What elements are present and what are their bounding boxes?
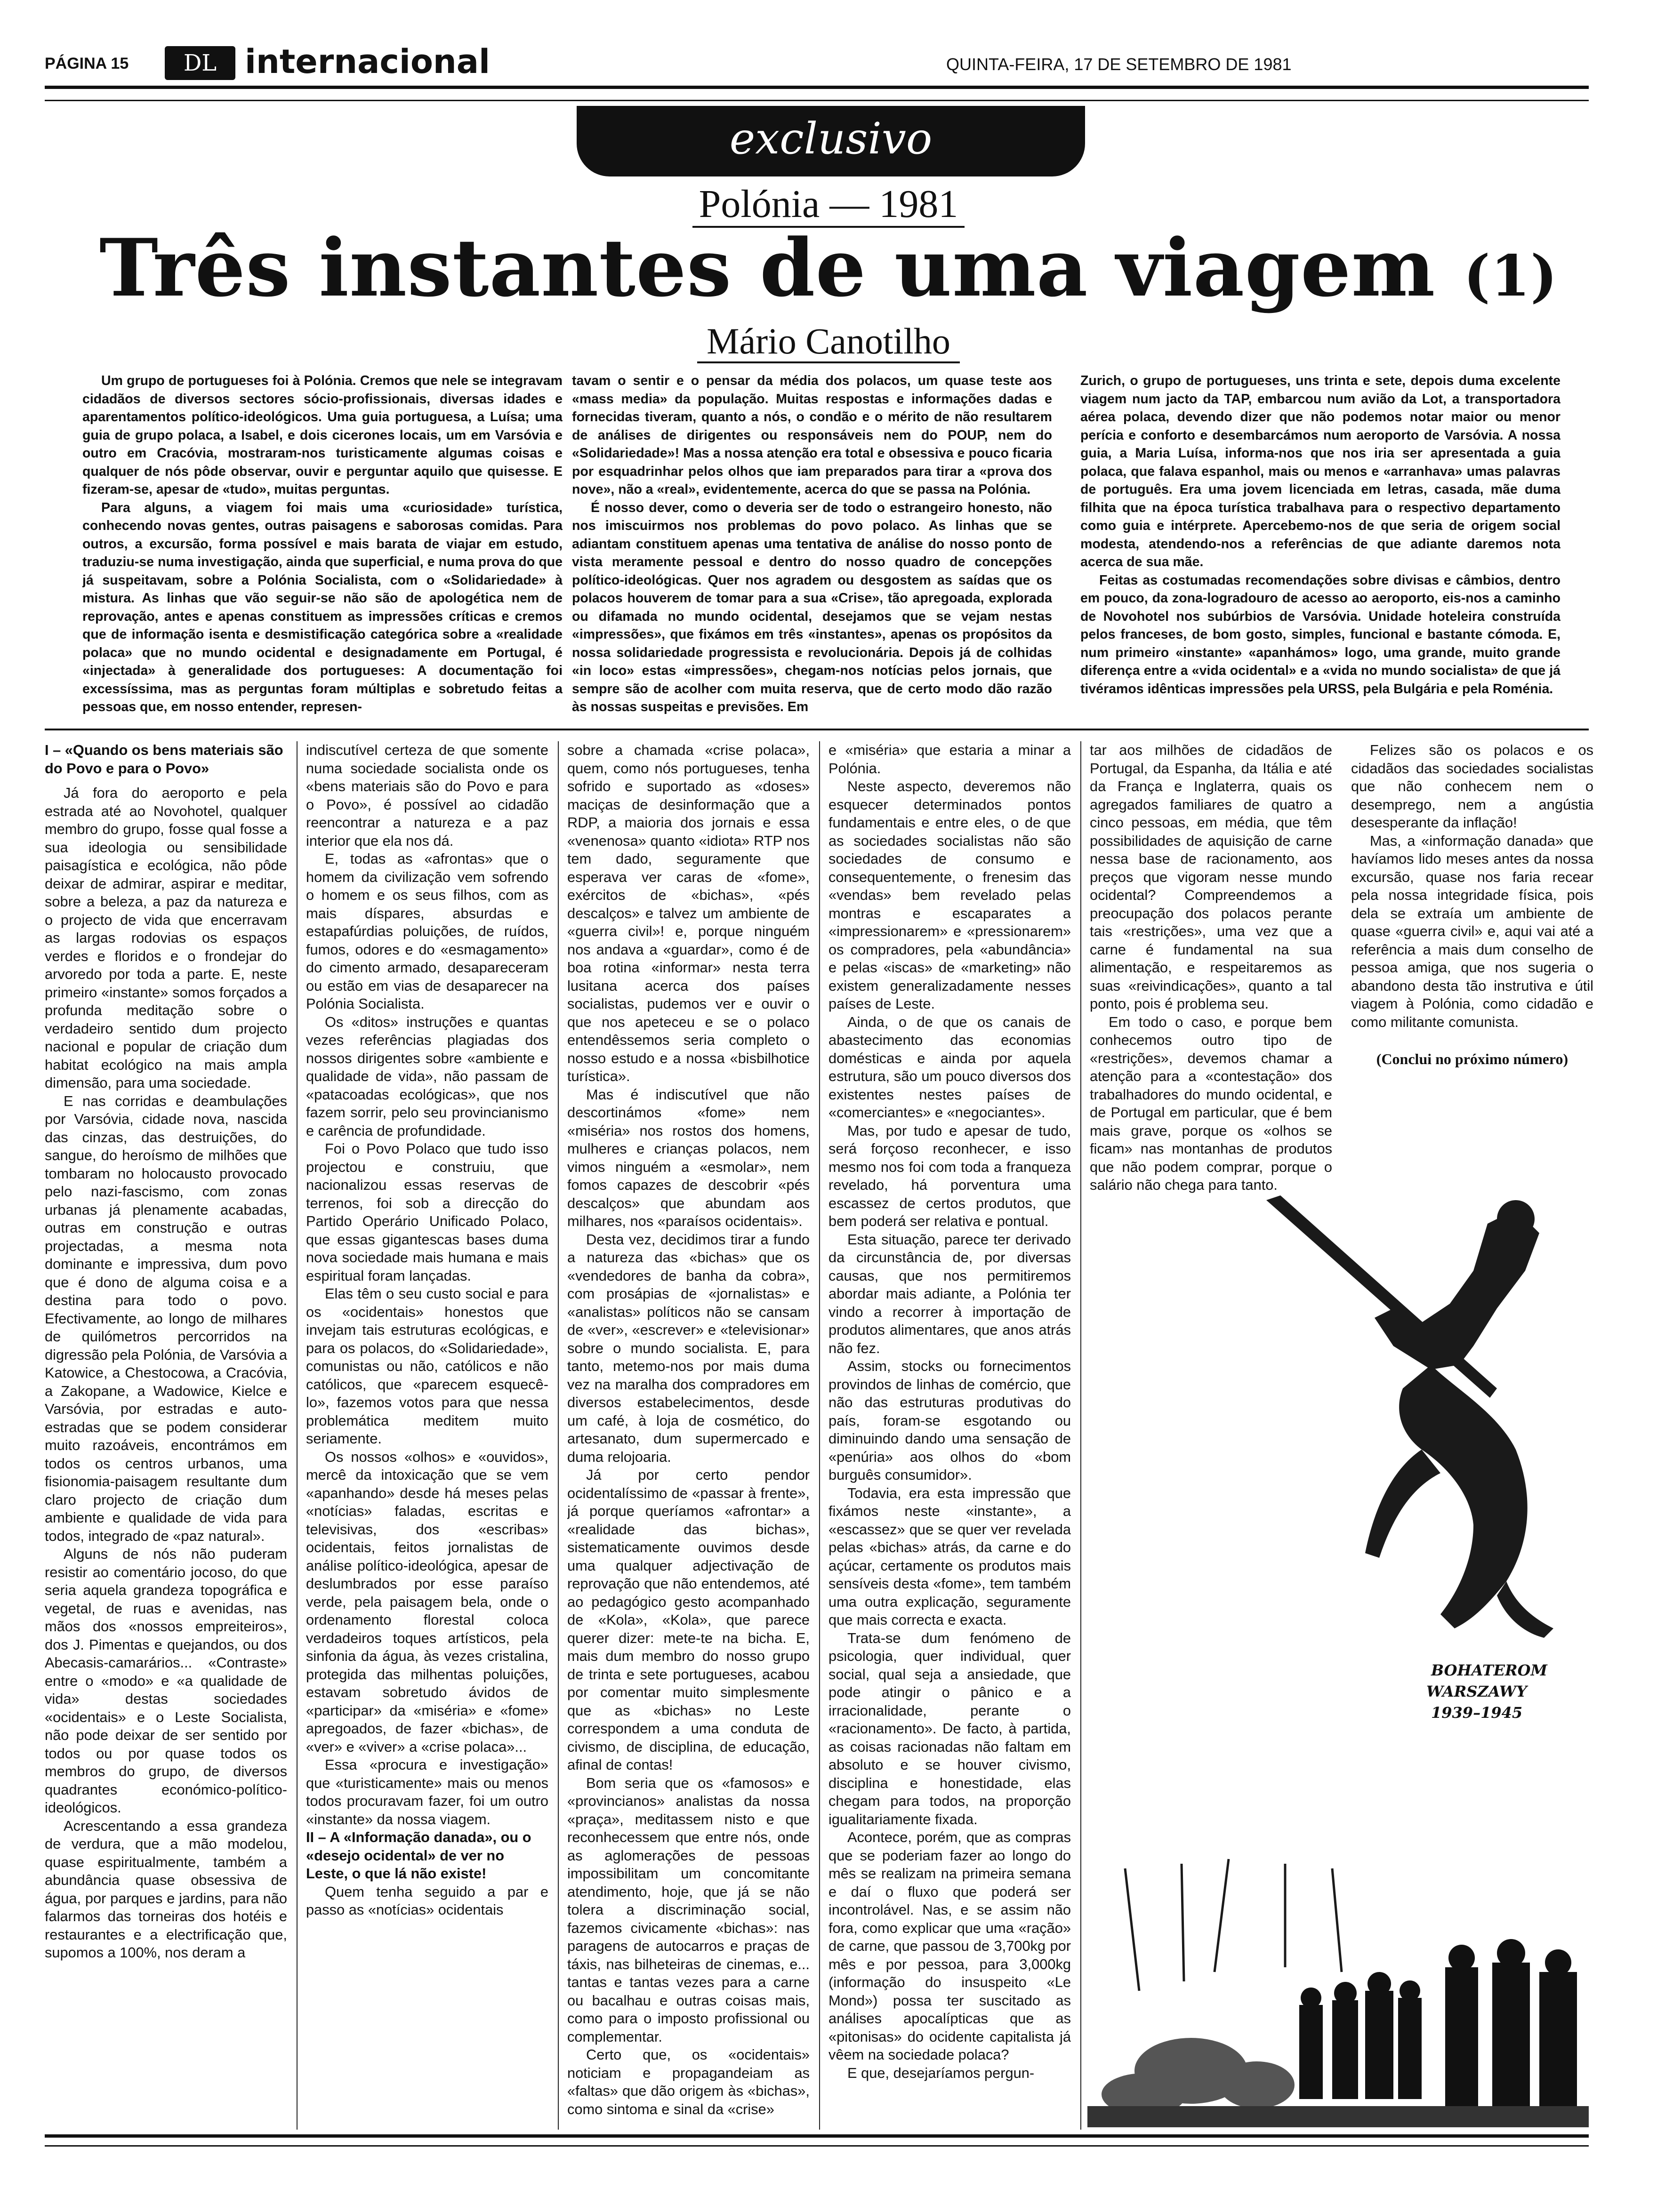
body-paragraph: Em todo o caso, e porque bem conhecemos outro tipo de «restrições», devemos chamar a atenção para a «contestação» dos trabalhadores do mundo ocidental, e de Portugal em particular, que é bem mais grave, porque os «olhos se ficam» nas montanhas de produtos que não podem comprar, porque o salário não chega para tanto. (1090, 1013, 1332, 1193)
body-paragraph: Alguns de nós não puderam resistir ao comentário jocoso, do que seria aquela grandeza topográfica e vegetal, de ruas e avenidas, nas mãos dos «nossos empreiteiros», dos J. Pimentas e quejandos, ou dos Abecasis-camarários... «Contraste» entre o «modo» e «a qualidade de vida» destas sociedades «ocidentais» e o Leste Socialista, não pode deixar de ser sentido por todos ou por quase todos os membros do grupo, de diversos quadrantes económico-político-ideológicos. (45, 1546, 287, 1816)
exclusive-tab: exclusivo (577, 106, 1085, 176)
lead-column-2 (572, 372, 1052, 729)
footer-rule-thin (45, 2145, 1589, 2147)
caption-line-2: WARSZAWY (1426, 1683, 1527, 1700)
headline (0, 221, 1657, 314)
body-paragraph: Acrescentando a essa grandeza de verdura, que a mão modelou, quase espiritualmente, também a abundância quase obsessiva de água, por parques e jardins, para não falarmos das torneiras dos hotéis e restaurantes e a electrificação que, supomos a 100%, nos deram a (45, 1817, 287, 1961)
body-column-1 (45, 741, 287, 2130)
body-paragraph: Neste aspecto, deveremos não esquecer determinados pontos fundamentais e entre eles, o de que as sociedades socialistas não são sociedades de consumo e consequentemente, o frenesim das «vendas» bem revelado pelas montras e escaparates a «impressionarem» e «pressionarem» os compradores, pela «abundância» e pelas «iscas» de «marketing» não existem generalizadamente nesses países de Leste. (828, 778, 1071, 1012)
body-paragraph: Acontece, porém, que as compras que se poderiam fazer ao longo do mês se realizam na primeira semana e daí o fluxo que poderá ser incontrolável. Nas, e se assim não fora, como explicar que uma «ração» de carne, que passou de 3,700kg por mês e por pessoa, para 3,000kg (informação do insuspeito «Le Mond») possa ter suscitado as análises apocalípticas que as «pitonisas» do ocidente capitalista já vêem na sociedade polaca? (828, 1829, 1071, 2063)
masthead (45, 42, 1589, 81)
column-rule (558, 741, 559, 2130)
caption-line-1: BOHATEROM (1431, 1661, 1547, 1679)
warsaw-monument-photo (1252, 1167, 1582, 1779)
header-rule-thin (45, 100, 1589, 101)
column-rule (297, 741, 298, 2130)
body-paragraph: Quem tenha seguido a par e passo as «notícias» ocidentais (306, 1883, 548, 1918)
body-paragraph: Já fora do aeroporto e pela estrada até ao Novohotel, qualquer membro do grupo, fosse qual fosse a sua ideologia ou sensibilidade paisagística e ecológica, não pôde deixar de admirar, aspirar e meditar, sobre a beleza, a paz da natureza e o projecto de vida que encerravam as largas rodovias os espaços verdes e floridos e o frondejar do arvoredo por toda a parte. E, neste primeiro «instante» somos forçados a profunda meditação sobre o verdadeiro sentido dum projecto nacional e popular de criação dum habitat ecológico na mais ampla dimensão, para uma sociedade. (45, 785, 287, 1091)
body-paragraph: Certo que, os «ocidentais» noticiam e propagandeiam as «faltas» que dão origem às «bichas», como sintoma e sinal da «crise» (567, 2046, 810, 2117)
body-paragraph: Mas é indiscutível que não descortinámos «fome» nem «miséria» nos rostos dos homens, mulheres e crianças polacos, nem vimos ninguém a «esmolar», nem fomos capazes de descobrir «pés descalços» que abundam aos milhares, nos «paraísos ocidentais». (567, 1086, 810, 1229)
body-paragraph: Desta vez, decidimos tirar a fundo a natureza das «bichas» que os «vendedores de banha da cobra», com prosápias de «jornalistas» e «analistas» políticos não se cansam de «ver», «escrever» e «televisionar» sobre o mundo socialista. E, para tanto, metemo-nos por mais duma vez na maralha dos compradores em diversos estabelecimentos, desde um café, à loja de cosmético, do artesanato, dum supermercado e duma relojoaria. (567, 1231, 810, 1465)
lead-column-1 (82, 372, 563, 729)
photo-ground (1087, 2106, 1589, 2127)
column-rule (819, 741, 820, 2130)
body-paragraph: Bom seria que os «famosos» e «provincianos» analistas da nossa «praça», meditassem nisto e que reconhecessem que entre nós, onde as aglomerações de pessoas impossibilitam um concomitante atendimento, hoje, que já se não tolera a discriminação social, fazemos civicamente «bichas»: nas paragens de autocarros e praças de táxis, nas bilheteiras de cinemas, e... tantas e tantas vezes para a carne ou bacalhau e outras coisas mais, como para o imposto profissional ou complementar. (567, 1774, 810, 2045)
footer-rule-thick (45, 2134, 1589, 2138)
body-column-6 (1351, 741, 1593, 1212)
lead-paragraph: tavam o sentir e o pensar da média dos polacos, um quase teste aos «mass media» da população. Muitas respostas e informações dadas e fornecidas tiveram, quanto a nós, o condão e o mérito de não resultarem de análises de dirigentes ou responsáveis nem do POUP, nem do «Solidariedade»! Mas a nossa atenção era total e obsessiva e pouco ficaria por esquadrinhar pelos olhos que iam preparados para tirar a «prova dos nove», não a «real», evidentemente, acerca do que se passa na Polónia. (572, 373, 1052, 497)
subheading: I – «Quando os bens materiais são do Povo e para o Povo» (45, 742, 283, 777)
body-paragraph: Esta situação, parece ter derivado da circunstância de, por diversas causas, que nos permitiremos abordar mais adiante, a Polónia ter vindo a recorrer à importação de produtos alimentares, que anos atrás não fez. (828, 1231, 1071, 1356)
lead-column-3 (1080, 372, 1560, 729)
monument-caption (1426, 1661, 1548, 1722)
body-paragraph: Os «ditos» instruções e quantas vezes referências plagiadas dos nossos dirigentes sobre «ambiente e qualidade de vida», não passam de «patacoadas ecológicas», que nos fazem sorrir, pelo seu provincianismo e carência de profundidade. (306, 1013, 548, 1139)
kicker (0, 181, 1657, 227)
body-paragraph: Assim, stocks ou fornecimentos provindos de linhas de comércio, que não das estruturas produtivas do país, foram-se esgotando ou diminuindo dando uma sensação de «penúria» aos olhos do «bom burguês consumidor». (828, 1358, 1071, 1483)
lead-paragraph: É nosso dever, como o deveria ser de todo o estrangeiro honesto, não nos imiscuirmos nos problemas do povo polaco. As linhas que se adiantam constituem apenas uma tentativa de análise do nosso ponto de vista meramente pessoal e dentro do nosso quadro de concepções político-ideológicas. Quer nos agradem ou desgostem as saídas que os polacos houverem de tomar para a sua «Crise», tão apregoada, explorada ou difamada no mundo ocidental, desejamos que se vejam nestas «impressões», que fixámos em três «instantes», apenas os propósitos da nossa solidariedade progressista e revolucionária. Depois já de colhidas «in loco» estas «impressões», chegam-nos notícias pelos jornais, que sempre são de acolher com muita reserva, que de certo modo dão razão às nossas suspeitas e previsões. Em (572, 500, 1052, 714)
header-rule-thick (45, 86, 1589, 89)
body-paragraph: tar aos milhões de cidadãos de Portugal, da Espanha, da Itália e até da França e Inglaterra, quais os agregados familiares de quatro a cinco pessoas, em média, que têm possibilidades de aquisição de carne nessa base de racionamento, aos preços que vigoram nesse mundo ocidental? Compreendemos a preocupação dos polacos perante tais «restrições», uma vez que a carne é fundamental na sua alimentação, e respeitaremos as suas «reivindicações», quanto a tal ponto, pois é problema seu. (1090, 742, 1332, 1012)
body-paragraph: Os nossos «olhos» e «ouvidos», mercê da intoxicação que se vem «apanhando» desde há meses pelas «notícias» faladas, escritas e televisivas, dos «escribas» ocidentais, feitos jornalistas de análise político-ideológica, apesar de deslumbrados por esse paraíso verde, pela paisagem bela, onde o ordenamento florestal coloca verdadeiros toques artísticos, pela sinfonia da água, às vezes cristalina, protegida das milhentas poluições, estavam sobretudo ávidos de «participar» da «miséria» e «fome» apregoados, de fazer «bichas», de «ver» e «viver» a «crise polaca»... (306, 1448, 548, 1755)
body-column-4 (828, 741, 1071, 2130)
ceremony-photo (1087, 1850, 1589, 2127)
lead-paragraph: Zurich, o grupo de portugueses, uns trinta e sete, depois duma excelente viagem num jacto da TAP, embarcou num avião da Lot, a transportadora aérea polaca, devendo dizer que não podemos notar maior ou menor perícia e conforto e desembarcámos num aeroporto de Varsóvia. A nossa guia, a Maria Luísa, informa-nos que nos iria ser apresentada a guia polaca, que falava espanhol, mais ou menos e «arranhava» umas palavras de português. Era uma jovem licenciada em letras, casada, mãe duma filhita que na época turística trabalhava para o respectivo departamento como guia e intérprete. Apercebemo-nos de que seria de origem social modesta, atendendo-nos a referências de que adiante daremos nota acerca de sua mãe. (1080, 373, 1560, 569)
body-column-5 (1090, 741, 1332, 1212)
kicker-text: Polónia — 1981 (692, 182, 965, 228)
body-column-2 (306, 741, 548, 2130)
subheading: II – A «Informação danada», ou o «desejo ocidental» de ver no Leste, o que lá não existe! (306, 1829, 531, 1882)
headline-part: (1) (1463, 243, 1558, 309)
lead-paragraph: Para alguns, a viagem foi mais uma «curiosidade» turística, conhecendo novas gentes, outras paisagens e saborosas comidas. Para outros, a excursão, forma possível e mais barata de viajar em estudo, traduziu-se numa investigação, ainda que superficial, e numa prova do que já suspeitavam, sobre a Polónia Socialista, com o «Solidariedade» à mistura. As linhas que vão seguir-se não são de apologética nem de reprovação, antes e apenas constituem as impressões críticas e cremos que de informação isenta e desmistificação categórica sobre a «realidade polaca» que no mundo ocidental e designadamente em Portugal, é «injectada» à generalidade dos portugueses: A documentação foi excessíssima, mas as perguntas foram múltiplas e sobretudo feitas a pessoas que, em nosso entender, represen- (82, 500, 563, 714)
body-paragraph: sobre a chamada «crise polaca», quem, como nós portugueses, tenha sofrido e suportado as «doses» maciças de desinformação que a RDP, a maioria dos jornais e essa «venenosa» quanto «idiota» RTP nos tem dado, seguramente que esperava ver caras de «fome», exércitos de «bichas», «pés descalços» e talvez um ambiente de «guerra civil»! e, porque ninguém nos andava a «guardar», como é de boa rotina «informar» nesta terra lusitana acerca dos países socialistas, pudemos ver e ouvir o que nos apeteceu e se o polaco entendêssemos seria completo o nosso estudo e a nossa «bisbilhotice turística». (567, 742, 810, 1084)
lead-divider (45, 729, 1589, 730)
body-paragraph: E, todas as «afrontas» que o homem da civilização vem sofrendo o homem e os seus filhos, com as mais díspares, absurdas e estapafúrdias poluições, de ruídos, fumos, odores e do «esmagamento» do cimento armado, desapareceram ou estão em vias de desaparecer na Polónia Socialista. (306, 850, 548, 1012)
body-paragraph: Trata-se dum fenómeno de psicologia, quer individual, quer social, qual seja a ansiedade, que pode atingir o pânico e a irracionalidade, perante o «racionamento». De facto, à partida, as coisas racionadas não faltam em absoluto e se houver civismo, disciplina e honestidade, elas chegam para todos, na proporção igualitariamente fixada. (828, 1629, 1071, 1827)
body-paragraph: Já por certo pendor ocidentalíssimo de «passar à frente», já porque queríamos «afrontar» a «realidade das bichas», sistematicamente ouvimos desde uma qualquer adjectivação de reprovação que não entendemos, até ao pedagógico gesto acompanhado de «Kola», «Kola», que parece querer dizer: mete-te na bicha. E, mais dum membro do nosso grupo de trinta e sete portugueses, acabou por comentar muito simplesmente que as «bichas» no Leste correspondem a uma conduta de civismo, de disciplina, de educação, afinal de contas! (567, 1467, 810, 1773)
page-number: PÁGINA 15 (45, 55, 129, 72)
body-paragraph: indiscutível certeza de que somente numa sociedade socialista onde os «bens materiais são do Povo e para o Povo», é possível ao cidadão reencontrar a natureza e a paz interior que ela nos dá. (306, 742, 548, 849)
body-paragraph: E que, desejaríamos pergun- (847, 2064, 1035, 2081)
monument-figure (1266, 1195, 1553, 1638)
body-paragraph: Mas, a «informação danada» que havíamos lido meses antes da nossa excursão, quase nos faria recear pela nossa integridade física, pois dela se extraía um ambiente de quase «guerra civil» e, aqui vai até a referência a mais dum conselho de pessoa amiga, que nos sugeria o abandono desta tão instrutiva e útil viagem à Polónia, como cidadão e como militante comunista. (1351, 832, 1593, 1030)
body-column-3 (567, 741, 810, 2130)
body-paragraph: Elas têm o seu custo social e para os «ocidentais» honestos que invejam tais estruturas ecológicas, e para os polacos, do «Solidariedade», comunistas ou não, católicos e não católicos, que «parecem esquecê-lo», fazemos votos para que nessa problemática meditem muito seriamente. (306, 1285, 548, 1447)
body-paragraph: Ainda, o de que os canais de abastecimento das economias domésticas e ainda por aquela estrutura, são um pouco diversos dos existentes nestes países de «comerciantes» e «negociantes». (828, 1013, 1071, 1121)
body-paragraph: Todavia, era esta impressão que fixámos neste «instante», a «escassez» que se quer ver revelada pelas «bichas» atrás, da carne e do açúcar, certamente os produtos mais sensíveis desta «fome», tem também uma outra explicação, seguramente que mais correcta e exacta. (828, 1484, 1071, 1628)
body-paragraph: Foi o Povo Polaco que tudo isso projectou e construiu, que nacionalizou essas reservas de terrenos, foi sob a direcção do Partido Operário Unificado Polaco, que essas gigantescas bases duma nova sociedade mais humana e mais espiritual foram lançadas. (306, 1140, 548, 1284)
newspaper-logo: DL (165, 46, 235, 80)
continuation-note: (Conclui no próximo número) (1376, 1050, 1569, 1067)
body-paragraph: Mas, por tudo e apesar de tudo, será forçoso reconhecer, e isso mesmo nos foi com toda a franqueza revelado, há porventura uma escassez de certos produtos, que bem poderá ser relativa e pontual. (828, 1122, 1071, 1229)
author-name: Mário Canotilho (697, 321, 960, 363)
body-paragraph: e «miséria» que estaria a minar a Polónia. (828, 742, 1071, 777)
headline-text: Três instantes de uma viagem (99, 221, 1436, 314)
lead-paragraph: Feitas as costumadas recomendações sobre divisas e câmbios, dentro em pouco, da zona-logradouro de acesso ao aeroporto, eis-nos a caminho de Novohotel nos subúrbios de Varsóvia. Unidade hoteleira construída pelos franceses, de bom gosto, simples, funcional e bastante cómoda. E, num primeiro «instante» «apanhámos» logo, uma grande, muito grande diferença entre a «vida ocidental» e a «vida no mundo socialista» de que já tivéramos idênticas impressões pela URSS, pela Bulgária e pela Roménia. (1080, 572, 1560, 697)
column-rule (1080, 741, 1081, 2130)
lead-paragraph: Um grupo de portugueses foi à Polónia. Cremos que nele se integravam cidadãos de diversos sectores sócio-profissionais, diversas idades e aparentamentos político-ideológicos. Uma guia portuguesa, a Luísa; uma guia de grupo polaca, a Isabel, e dois cicerones locais, um em Varsóvia e outro em Cracóvia, mostraram-nos turisticamente algumas coisas e qualquer de nós pôde observar, ouvir e perguntar aquilo que quisesse. E fizeram-se, apesar de «tudo», muitas perguntas. (82, 373, 563, 497)
body-paragraph: E nas corridas e deambulações por Varsóvia, cidade nova, nascida das cinzas, das destruições, do sangue, do heroísmo de milhões que tombaram no holocausto provocado pelo nazi-fascismo, com zonas urbanas já plenamente acabadas, outras em construção e outras projectadas, a mesma nota dominante e impressiva, dum povo que é dono de alguma coisa e a destina para todo o povo. Efectivamente, ao longo de milhares de quilómetros percorridos na digressão pela Polónia, de Varsóvia a Katowice, a Chestocowa, a Cracóvia, a Zakopane, a Wadowice, Kielce e Varsóvia, por estradas e auto-estradas que se podem considerar muito razoáveis, encontrámos em todos os centros urbanos, uma fisionomia-paisagem resultante dum claro projecto de criação dum ambiente e qualidade de vida para todos, integrado de «paz natural». (45, 1092, 287, 1544)
issue-date: QUINTA-FEIRA, 17 DE SETEMBRO DE 1981 (946, 55, 1292, 74)
body-paragraph: Felizes são os polacos e os cidadãos das sociedades socialistas que não conhecem nem o desemprego, nem a angústia desesperante da inflação! (1351, 742, 1593, 831)
caption-line-3: 1939–1945 (1431, 1704, 1523, 1722)
byline (0, 320, 1657, 362)
section-title: internacional (245, 42, 491, 81)
body-paragraph: Essa «procura e investigação» que «turisticamente» mais ou menos todos procuravam fazer, foi um outro «instante» da nossa viagem. (306, 1756, 548, 1827)
